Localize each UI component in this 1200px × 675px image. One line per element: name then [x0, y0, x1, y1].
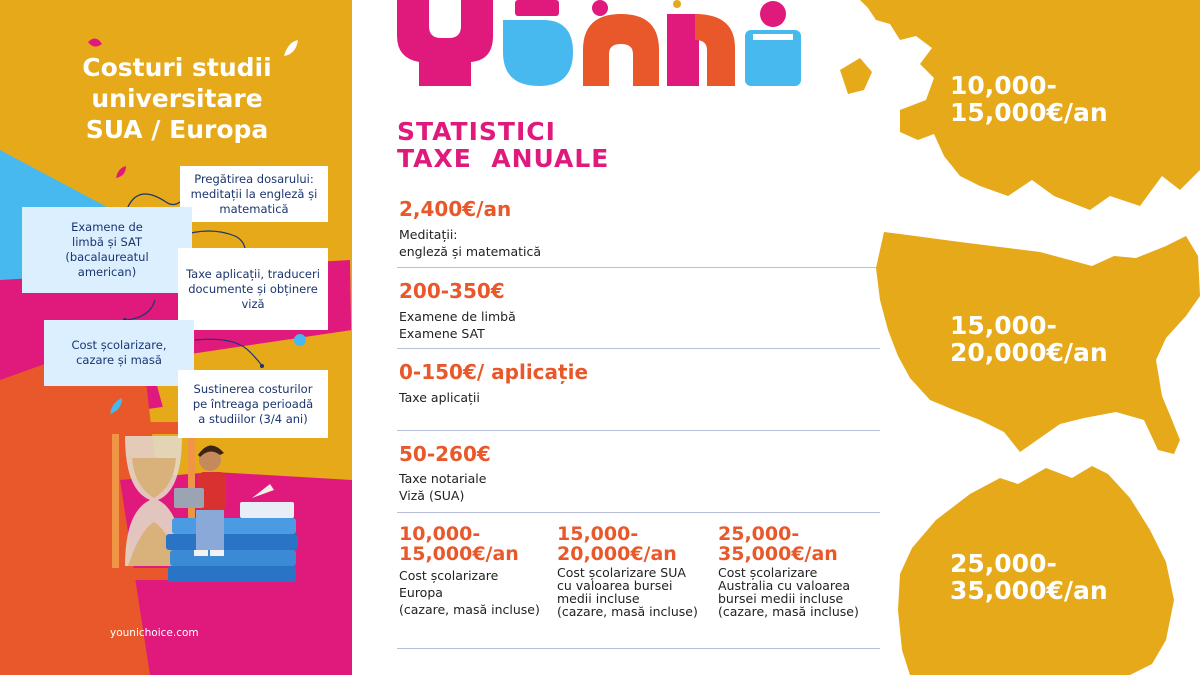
label-europe: 10,000- 15,000€/an — [950, 71, 1108, 127]
amount-australia: 25,000- 35,000€/an — [718, 523, 838, 565]
divider — [397, 348, 880, 349]
website-link[interactable]: younichoice.com — [110, 627, 199, 639]
desc-sua: Cost școlarizare SUA cu valoarea bursei medii incluse (cazare, masă incluse) — [557, 565, 698, 619]
step-sustinere: Sustinerea costurilor pe întreaga perioadă a studiilor (3/4 ani) — [178, 370, 328, 438]
desc-aplicatii: Taxe aplicații — [399, 390, 480, 405]
desc-europa: Cost școlarizare Europa (cazare, masă incluse) — [399, 568, 540, 617]
divider — [397, 512, 880, 513]
left-title: Costuri studii universitare SUA / Europa — [82, 53, 272, 144]
desc-australia: Cost școlarizare Australia cu valoarea bursei medii incluse (cazare, masă incluse) — [718, 565, 859, 619]
left-panel — [0, 0, 352, 675]
desc-taxe-notariale: Taxe notariale Viză (SUA) — [399, 471, 487, 503]
step-dosar: Pregătirea dosarului: meditații la engleză și matematică — [180, 166, 328, 222]
divider — [397, 430, 880, 431]
amount-aplicatii: 0-150€/ aplicație — [399, 360, 589, 384]
step-cost-scolarizare: Cost școlarizare, cazare și masă — [44, 320, 194, 386]
amount-examene: 200-350€ — [399, 279, 505, 303]
amount-sua: 15,000- 20,000€/an — [557, 523, 677, 565]
map-panel — [840, 0, 1200, 675]
amount-taxe-notariale: 50-260€ — [399, 442, 491, 466]
label-usa: 15,000- 20,000€/an — [950, 311, 1108, 367]
logo — [395, 0, 815, 90]
stats-title: STATISTICI TAXE ANUALE — [397, 117, 610, 173]
amount-europa: 10,000- 15,000€/an — [399, 523, 519, 565]
desc-meditatii: Meditații: engleză și matematică — [399, 227, 542, 259]
step-taxe-aplicatii: Taxe aplicații, traduceri documente și obținere viză — [178, 248, 328, 330]
amount-meditatii: 2,400€/an — [399, 197, 512, 221]
divider — [397, 648, 880, 649]
divider — [397, 267, 880, 268]
step-examene: Examene de limbă și SAT (bacalaureatul american) — [22, 207, 192, 293]
label-australia: 25,000- 35,000€/an — [950, 549, 1108, 605]
desc-examene: Examene de limbă Examene SAT — [399, 309, 516, 341]
